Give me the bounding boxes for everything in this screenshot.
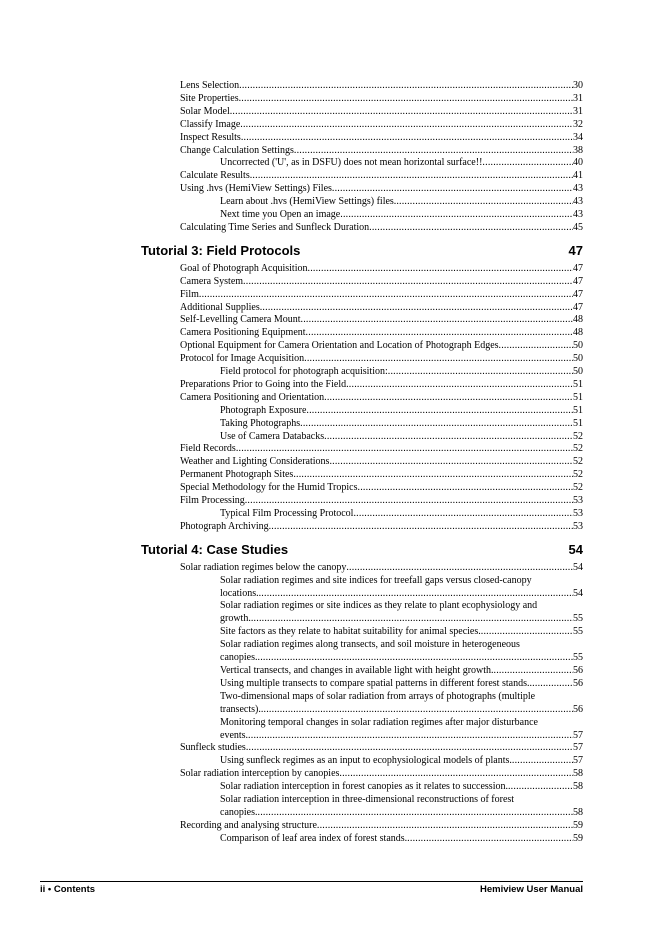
page-footer: [40, 884, 583, 895]
toc-entry[interactable]: Recording and analysing structure ..... 59: [180, 820, 583, 833]
toc-entry[interactable]: Inspect Results ..... 34: [180, 132, 583, 145]
toc-entry[interactable]: Site Properties ..... 31: [180, 93, 583, 106]
toc-subentry[interactable]: Solar radiation interception in forest canopies as it relates to succession. ..... 58: [180, 781, 583, 794]
chapter-title: Tutorial 4: Case Studies: [141, 541, 289, 557]
chapter-title: Tutorial 3: Field Protocols: [141, 242, 301, 258]
chapter-page: 47: [568, 242, 583, 258]
toc-subentry[interactable]: Learn about .hvs (HemiView Settings) files. ..... 43: [180, 196, 583, 209]
toc-subentry[interactable]: Solar radiation regimes and site indices for treefall gaps versus closed-canopy locations. ..... 54: [180, 575, 583, 601]
toc-subentry[interactable]: Using sunfleck regimes as an input to ecophysiological models of plants. ..... 57: [180, 755, 583, 768]
toc-subentry[interactable]: Solar radiation regimes or site indices as they relate to plant ecophysiology and growth. ..... 55: [180, 600, 583, 626]
toc-entry[interactable]: Sunfleck studies ..... 57: [180, 742, 583, 755]
toc-subentry[interactable]: Vertical transects, and changes in available light with height growth. ..... 56: [180, 665, 583, 678]
toc-entry[interactable]: Self-Levelling Camera Mount ..... 48: [180, 314, 583, 327]
toc-subentry[interactable]: Solar radiation regimes along transects, and soil moisture in heterogeneous canopies. ..... 55: [180, 639, 583, 665]
toc-entry[interactable]: Optional Equipment for Camera Orientation and Location of Photograph Edges ..... 50: [180, 340, 583, 353]
toc-entry[interactable]: Weather and Lighting Considerations ..... 52: [180, 456, 583, 469]
toc-subentry[interactable]: Monitoring temporal changes in solar radiation regimes after major disturbance events. ..... 57: [180, 717, 583, 743]
toc-subentry[interactable]: Uncorrected ('U', as in DSFU) does not mean horizontal surface!! ..... 40: [180, 157, 583, 170]
table-of-contents: [141, 80, 583, 846]
toc-entry[interactable]: Solar radiation interception by canopies ..... 58: [180, 768, 583, 781]
tutorial-4-entries: [180, 562, 583, 846]
tutorial-3-entries: [180, 263, 583, 534]
toc-subentry[interactable]: Two-dimensional maps of solar radiation from arrays of photographs (multiple transects). ..... 56: [180, 691, 583, 717]
toc-entry[interactable]: Goal of Photograph Acquisition ..... 47: [180, 263, 583, 276]
toc-subentry[interactable]: Typical Film Processing Protocol ..... 53: [180, 508, 583, 521]
toc-subentry[interactable]: Comparison of leaf area index of forest stands. ..... 59: [180, 833, 583, 846]
toc-entry[interactable]: Field Records ..... 52: [180, 443, 583, 456]
toc-entry[interactable]: Permanent Photograph Sites ..... 52: [180, 469, 583, 482]
toc-entry[interactable]: Preparations Prior to Going into the Field ..... 51: [180, 379, 583, 392]
toc-entry[interactable]: Photograph Archiving ..... 53: [180, 521, 583, 534]
toc-entry[interactable]: Solar radiation regimes below the canopy ..... 54: [180, 562, 583, 575]
toc-entry[interactable]: Camera System ..... 47: [180, 276, 583, 289]
chapter-page: 54: [568, 541, 583, 557]
toc-subentry[interactable]: Next time you Open an image ..... 43: [180, 209, 583, 222]
toc-entry[interactable]: Film ..... 47: [180, 289, 583, 302]
toc-entry[interactable]: Classify Image ..... 32: [180, 119, 583, 132]
footer-manual-title: Hemiview User Manual: [480, 884, 583, 895]
footer-section-label: ii • Contents: [40, 884, 96, 895]
footer-divider: [40, 881, 583, 882]
toc-entry[interactable]: Camera Positioning and Orientation ..... 51: [180, 392, 583, 405]
toc-subentry[interactable]: Photograph Exposure ..... 51: [180, 405, 583, 418]
toc-entry[interactable]: Solar Model ..... 31: [180, 106, 583, 119]
toc-entry[interactable]: Protocol for Image Acquisition ..... 50: [180, 353, 583, 366]
toc-entry[interactable]: Using .hvs (HemiView Settings) Files ..... 43: [180, 183, 583, 196]
toc-entry[interactable]: Special Methodology for the Humid Tropics ..... 52: [180, 482, 583, 495]
tutorial-4-heading[interactable]: [141, 541, 583, 557]
toc-subentry[interactable]: Site factors as they relate to habitat suitability for animal species. ..... 55: [180, 626, 583, 639]
toc-subentry[interactable]: Taking Photographs ..... 51: [180, 418, 583, 431]
toc-subentry[interactable]: Solar radiation interception in three-dimensional reconstructions of forest canopies. ..... 58: [180, 794, 583, 820]
toc-entry[interactable]: Calculate Results ..... 41: [180, 170, 583, 183]
tutorial-3-heading[interactable]: [141, 242, 583, 258]
toc-subentry[interactable]: Field protocol for photograph acquisition: ..... 50: [180, 366, 583, 379]
toc-entry[interactable]: Lens Selection ..... 30: [180, 80, 583, 93]
toc-subentry[interactable]: Using multiple transects to compare spatial patterns in different forest stands. ..... 56: [180, 678, 583, 691]
toc-subentry[interactable]: Use of Camera Databacks ..... 52: [180, 431, 583, 444]
toc-entry[interactable]: Additional Supplies ..... 47: [180, 302, 583, 315]
toc-entry[interactable]: Film Processing ..... 53: [180, 495, 583, 508]
toc-entry[interactable]: Camera Positioning Equipment ..... 48: [180, 327, 583, 340]
toc-entry[interactable]: Change Calculation Settings ..... 38: [180, 145, 583, 158]
toc-section-continued: [180, 80, 583, 235]
toc-entry[interactable]: Calculating Time Series and Sunfleck Duration ..... 45: [180, 222, 583, 235]
